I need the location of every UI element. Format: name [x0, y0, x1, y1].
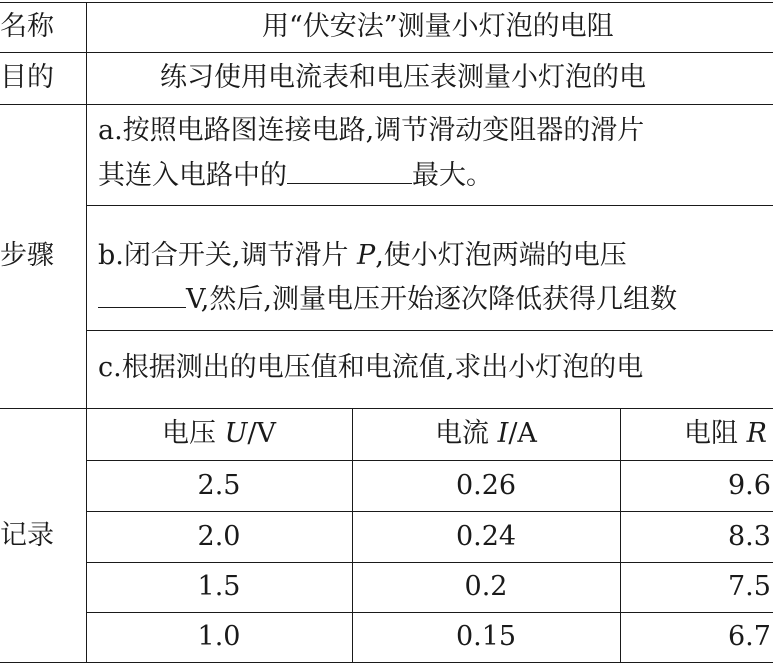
step-a-text: 其连入电路中的	[98, 160, 287, 191]
rule	[86, 330, 773, 331]
rule	[0, 2, 773, 3]
experiment-purpose: 练习使用电流表和电压表测量小灯泡的电	[160, 62, 646, 93]
voltage-value: 2.0	[197, 521, 241, 552]
rule	[86, 460, 773, 461]
row-label-steps: 步骤	[0, 240, 54, 271]
resistance-value: 8.3	[728, 521, 771, 552]
current-value: 0.2	[464, 571, 508, 602]
resistance-value: 9.6	[728, 470, 771, 501]
rule	[0, 52, 773, 53]
header-resistance-text: 电阻	[684, 418, 747, 449]
rule	[86, 562, 773, 563]
step-a-line2	[98, 158, 493, 194]
current-value: 0.24	[455, 521, 517, 552]
fill-in-blank	[98, 285, 186, 308]
step-a-text-end: 最大。	[412, 160, 493, 191]
header-voltage-text: 电压	[162, 418, 225, 449]
step-b-text-cont: ,使小灯泡两端的电压	[375, 240, 627, 271]
row-label-purpose: 目的	[0, 62, 54, 93]
rule	[86, 205, 773, 206]
header-voltage-var: U	[224, 418, 248, 449]
voltage-value: 1.0	[197, 621, 241, 652]
header-voltage	[86, 416, 352, 452]
header-resistance-var: R	[746, 418, 767, 449]
current-value: 0.26	[455, 470, 517, 501]
current-value: 0.15	[455, 621, 517, 652]
voltage-value: 2.5	[197, 470, 241, 501]
header-current-unit: /A	[508, 418, 537, 449]
rule	[0, 662, 773, 663]
fill-in-blank	[287, 161, 412, 184]
experiment-name: 用“伏安法”测量小灯泡的电阻	[262, 11, 614, 42]
header-voltage-unit: /V	[247, 418, 276, 449]
header-current-text: 电流	[435, 418, 498, 449]
rule	[86, 2, 87, 662]
row-label-name: 名称	[0, 11, 54, 42]
step-a-line1: a.按照电路图连接电路,调节滑动变阻器的滑片	[98, 115, 645, 146]
header-current	[352, 416, 620, 452]
rule	[620, 408, 621, 662]
resistance-value: 6.7	[728, 621, 771, 652]
resistance-value: 7.5	[728, 571, 771, 602]
step-b-text: b.闭合开关,调节滑片	[98, 240, 349, 271]
rule	[86, 612, 773, 613]
header-resistance	[684, 416, 767, 452]
slider-variable: P	[357, 240, 376, 271]
step-b-line1	[98, 238, 627, 274]
row-label-record: 记录	[0, 520, 54, 551]
rule	[0, 408, 773, 409]
rule	[0, 104, 773, 105]
step-c-line1: c.根据测出的电压值和电流值,求出小灯泡的电	[98, 352, 644, 383]
step-b-line2	[98, 282, 677, 318]
voltage-value: 1.5	[197, 571, 241, 602]
header-current-var: I	[497, 418, 509, 449]
rule	[86, 511, 773, 512]
step-b-text-end: V,然后,测量电压开始逐次降低获得几组数	[186, 284, 677, 315]
